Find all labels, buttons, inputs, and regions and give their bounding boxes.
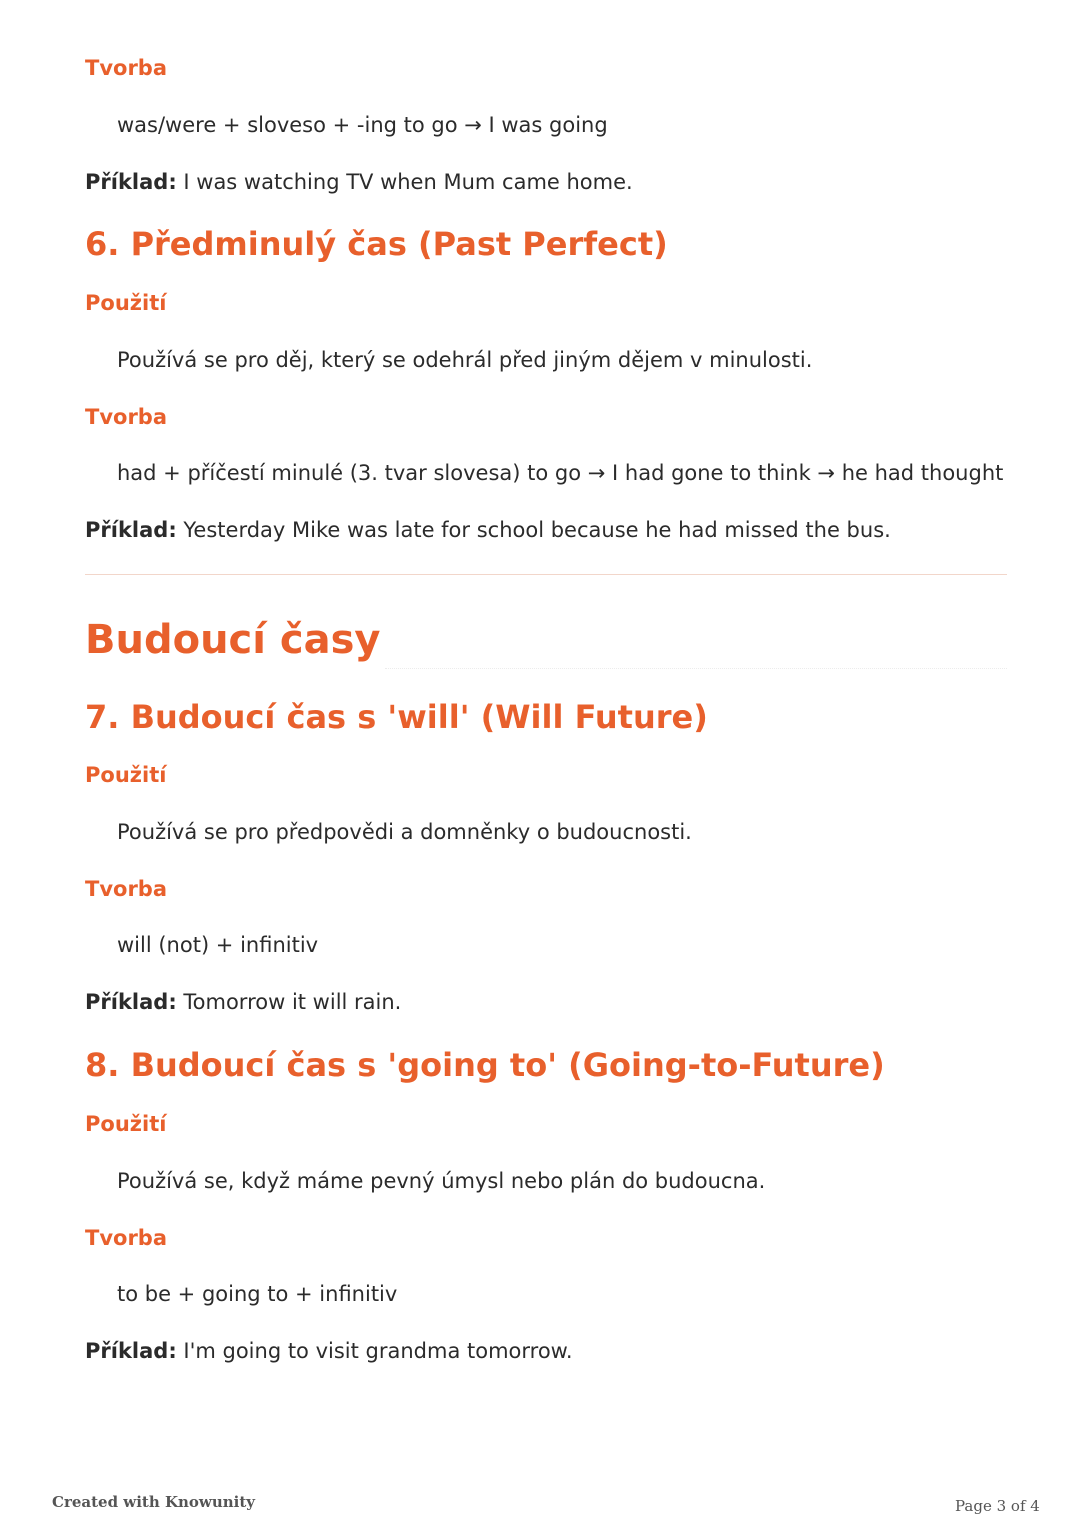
s8-example-text: I'm going to visit grandma tomorrow. bbox=[176, 1339, 573, 1363]
footer-page-number: Page 3 of 4 bbox=[955, 1497, 1040, 1515]
title-underline bbox=[385, 668, 1007, 669]
s5-tvorba-heading: Tvorba bbox=[85, 56, 168, 80]
s8-pouziti-heading: Použití bbox=[85, 1112, 167, 1136]
s5-tvorba-text: was/were + sloveso + -ing to go → I was going bbox=[117, 113, 608, 137]
s8-tvorba-heading: Tvorba bbox=[85, 1226, 168, 1250]
s8-example-label: Příklad: bbox=[85, 1339, 177, 1363]
footer-created: Created with Knowunity bbox=[52, 1493, 255, 1511]
s5-example bbox=[85, 170, 633, 194]
s5-example-label: Příklad: bbox=[85, 170, 177, 194]
s7-example bbox=[85, 990, 401, 1014]
s7-heading: 7. Budoucí čas s 'will' (Will Future) bbox=[85, 698, 708, 736]
s8-heading: 8. Budoucí čas s 'going to' (Going-to-Future) bbox=[85, 1046, 885, 1084]
s6-heading: 6. Předminulý čas (Past Perfect) bbox=[85, 225, 668, 263]
s8-pouziti-text: Používá se, když máme pevný úmysl nebo plán do budoucna. bbox=[117, 1169, 766, 1193]
s6-pouziti-heading: Použití bbox=[85, 291, 167, 315]
s7-example-text: Tomorrow it will rain. bbox=[176, 990, 402, 1014]
s7-pouziti-text: Používá se pro předpovědi a domněnky o budoucnosti. bbox=[117, 820, 692, 844]
s6-tvorba-heading: Tvorba bbox=[85, 405, 168, 429]
s8-tvorba-text: to be + going to + infinitiv bbox=[117, 1282, 398, 1306]
s6-pouziti-text: Používá se pro děj, který se odehrál před jiným dějem v minulosti. bbox=[117, 348, 813, 372]
section-title: Budoucí časy bbox=[85, 617, 381, 663]
s7-tvorba-text: will (not) + infinitiv bbox=[117, 933, 319, 957]
section-divider bbox=[85, 574, 1007, 575]
s7-tvorba-heading: Tvorba bbox=[85, 877, 168, 901]
s8-example bbox=[85, 1339, 573, 1363]
s6-example-label: Příklad: bbox=[85, 518, 177, 542]
s7-example-label: Příklad: bbox=[85, 990, 177, 1014]
s6-example-text: Yesterday Mike was late for school because he had missed the bus. bbox=[176, 518, 891, 542]
s5-example-text: I was watching TV when Mum came home. bbox=[176, 170, 633, 194]
s6-example bbox=[85, 518, 891, 542]
s7-pouziti-heading: Použití bbox=[85, 763, 167, 787]
s6-tvorba-text: had + příčestí minulé (3. tvar slovesa) to go → I had gone to think → he had thought bbox=[117, 461, 1004, 485]
